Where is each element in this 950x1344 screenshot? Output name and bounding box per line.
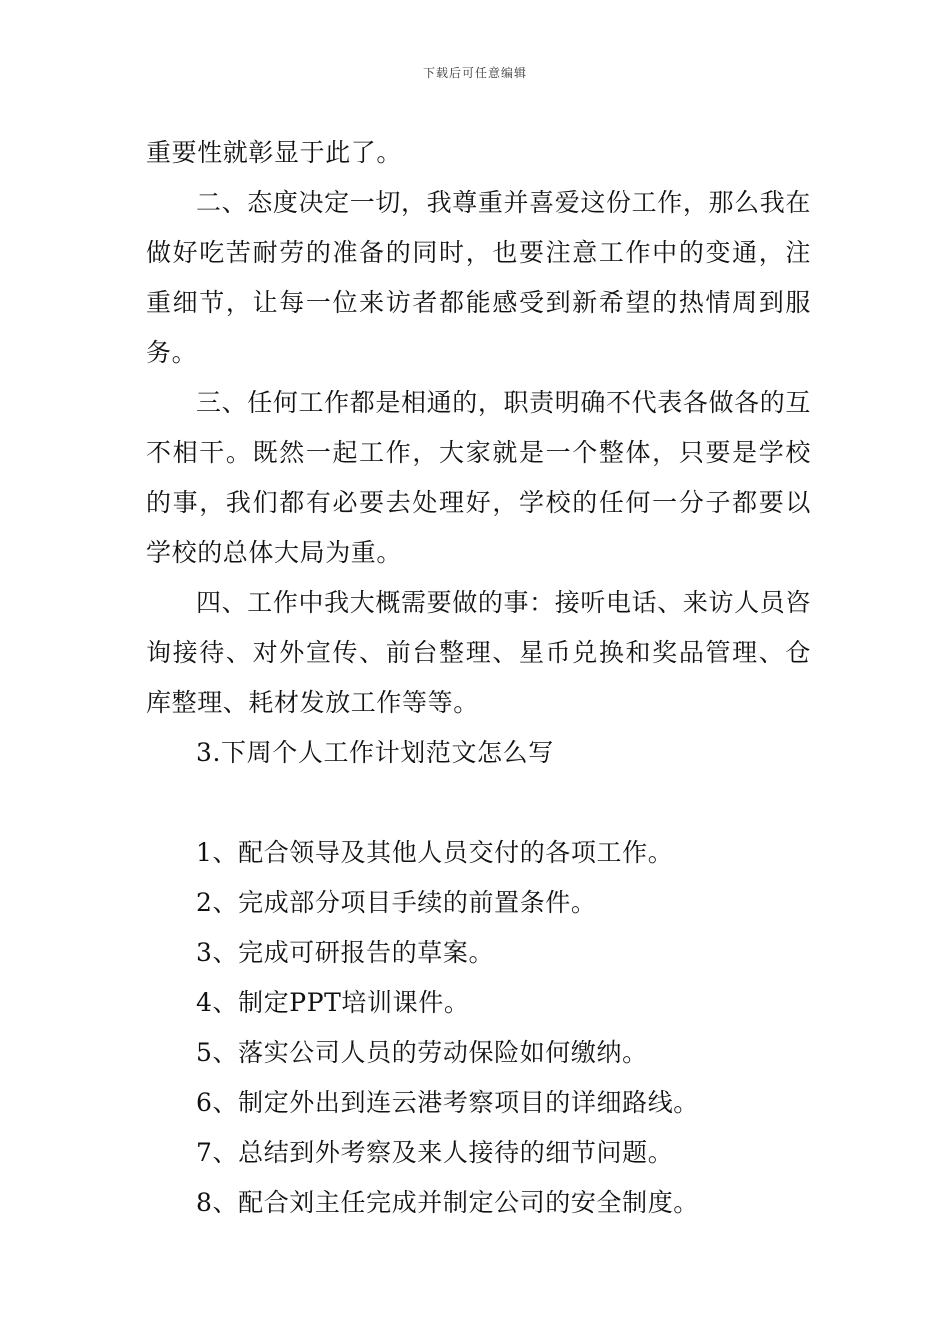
list-item: 3、完成可研报告的草案。 (196, 938, 495, 967)
list-item: 4、制定PPT培训课件。 (196, 988, 470, 1017)
paragraph-continuation: 重要性就彰显于此了。 (146, 138, 403, 167)
list-item: 7、总结到外考察及来人接待的细节问题。 (196, 1138, 674, 1167)
page-header-note: 下载后可任意编辑 (422, 66, 527, 80)
document-body (146, 128, 811, 1228)
list-item: 6、制定外出到连云港考察项目的详细路线。 (196, 1088, 699, 1117)
list-item: 1、配合领导及其他人员交付的各项工作。 (196, 838, 674, 867)
paragraph-point-4: 四、工作中我大概需要做的事：接听电话、来访人员咨询接待、对外宣传、前台整理、星币兑换和奖品管理、仓库整理、耗材发放工作等等。 (146, 588, 811, 717)
blank-line (146, 778, 811, 828)
section-heading: 3.下周个人工作计划范文怎么写 (196, 738, 554, 767)
list-item: 5、落实公司人员的劳动保险如何缴纳。 (196, 1038, 648, 1067)
paragraph-point-2: 二、态度决定一切，我尊重并喜爱这份工作，那么我在做好吃苦耐劳的准备的同时，也要注意工作中的变通，注重细节，让每一位来访者都能感受到新希望的热情周到服务。 (146, 188, 811, 367)
list-item: 8、配合刘主任完成并制定公司的安全制度。 (196, 1188, 699, 1217)
list-item: 2、完成部分项目手续的前置条件。 (196, 888, 597, 917)
paragraph-point-3: 三、任何工作都是相通的，职责明确不代表各做各的互不相干。既然一起工作，大家就是一个整体，只要是学校的事，我们都有必要去处理好，学校的任何一分子都要以学校的总体大局为重。 (146, 388, 811, 567)
